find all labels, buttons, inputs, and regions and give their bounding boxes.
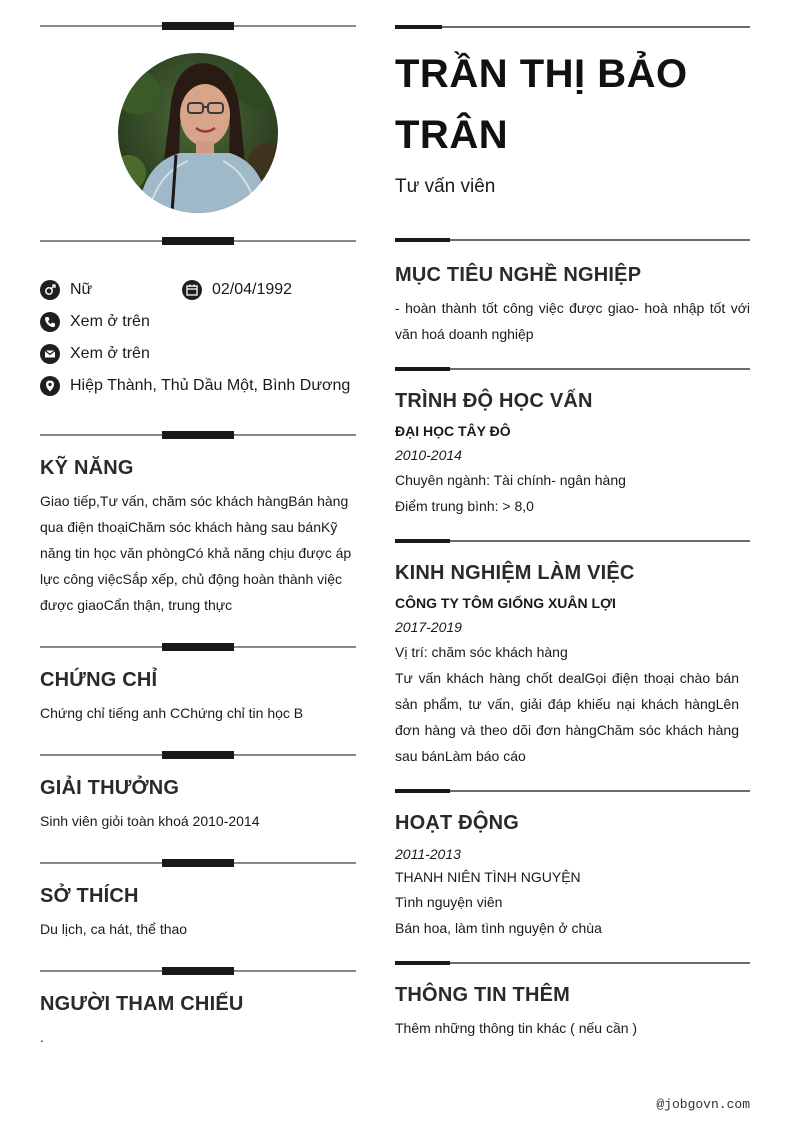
divider-activities (395, 786, 750, 796)
education-school: ĐẠI HỌC TÂY ĐÔ (395, 423, 511, 439)
objective-heading: MỤC TIÊU NGHỀ NGHIỆP (395, 264, 642, 286)
certificates-heading: CHỨNG CHỈ (40, 669, 158, 691)
divider-avatar-bottom (40, 236, 356, 246)
additional-heading: THÔNG TIN THÊM (395, 984, 571, 1006)
education-period: 2010-2014 (395, 447, 462, 463)
divider-top-left (40, 21, 356, 31)
divider-experience (395, 536, 750, 546)
mail-icon (40, 344, 60, 364)
education-gpa: Điểm trung bình: > 8,0 (395, 498, 534, 514)
hobbies-text: Du lịch, ca hát, thể thao (40, 921, 188, 937)
gender-value: Nữ (70, 281, 93, 298)
candidate-name: TRẦN THỊ BẢO TRÂN (395, 52, 688, 157)
references-text: . (40, 1029, 44, 1045)
email-row (40, 343, 150, 365)
activities-organization: THANH NIÊN TÌNH NGUYỆN (395, 869, 581, 885)
certificates-text: Chứng chỉ tiếng anh CChứng chỉ tin học B (40, 705, 304, 721)
education-major: Chuyên ngành: Tài chính- ngân hàng (395, 472, 626, 488)
email-value: Xem ở trên (70, 345, 150, 362)
experience-description: Tư vấn khách hàng chốt dealGọi điện thoại chào bán sản phẩm, tư vấn, giải đáp khiếu nại khách hàngLên đơn hàng và theo dõi đơn hàngChăm sóc khách hàng sau bánLàm báo cáo (395, 670, 739, 764)
gender-icon (40, 280, 60, 300)
divider-objective (395, 235, 750, 245)
awards-heading: GIẢI THƯỞNG (40, 777, 180, 799)
phone-row (40, 311, 150, 333)
divider-skills (40, 430, 356, 440)
location-icon (40, 376, 60, 396)
address-value: Hiệp Thành, Thủ Dầu Một, Bình Dương (70, 377, 351, 394)
divider-hobbies (40, 858, 356, 868)
experience-company: CÔNG TY TÔM GIỐNG XUÂN LỢI (395, 595, 616, 611)
hobbies-heading: SỞ THÍCH (40, 885, 139, 907)
references-heading: NGƯỜI THAM CHIẾU (40, 993, 244, 1015)
portrait-photo (118, 53, 278, 213)
experience-period: 2017-2019 (395, 619, 462, 635)
divider-additional (395, 958, 750, 968)
divider-awards (40, 750, 356, 760)
phone-icon (40, 312, 60, 332)
gender-row (40, 279, 92, 301)
avatar (118, 53, 278, 213)
birthdate-row (182, 279, 292, 301)
skills-heading: KỸ NĂNG (40, 457, 134, 479)
footer-watermark: @jobgovn.com (656, 1097, 750, 1112)
experience-heading: KINH NGHIỆM LÀM VIỆC (395, 562, 635, 584)
calendar-icon (182, 280, 202, 300)
divider-certificates (40, 642, 356, 652)
address-row (40, 375, 350, 397)
activities-role: Tình nguyện viên (395, 894, 503, 910)
education-heading: TRÌNH ĐỘ HỌC VẤN (395, 390, 593, 412)
candidate-role: Tư vấn viên (395, 176, 496, 197)
birthdate-value: 02/04/1992 (212, 281, 293, 298)
objective-text: - hoàn thành tốt công việc được giao- hoà nhập tốt với văn hoá doanh nghiệp (395, 300, 750, 342)
divider-top-right (395, 22, 750, 32)
phone-value: Xem ở trên (70, 313, 150, 330)
activities-period: 2011-2013 (395, 846, 461, 862)
experience-position: Vị trí: chăm sóc khách hàng (395, 644, 568, 660)
divider-education (395, 364, 750, 374)
additional-text: Thêm những thông tin khác ( nếu cần ) (395, 1020, 638, 1036)
awards-text: Sinh viên giỏi toàn khoá 2010-2014 (40, 813, 260, 829)
activities-heading: HOẠT ĐỘNG (395, 812, 520, 834)
activities-description: Bán hoa, làm tình nguyện ở chùa (395, 920, 602, 936)
skills-text: Giao tiếp,Tư vấn, chăm sóc khách hàngBán hàng qua điện thoạiChăm sóc khách hàng sau bánKỹ năng tin học văn phòngCó khả năng chịu được áp lực công việcSắp xếp, chủ động hoàn thành việc được giaoCẩn thận, trung thực (40, 493, 352, 613)
divider-references (40, 966, 356, 976)
